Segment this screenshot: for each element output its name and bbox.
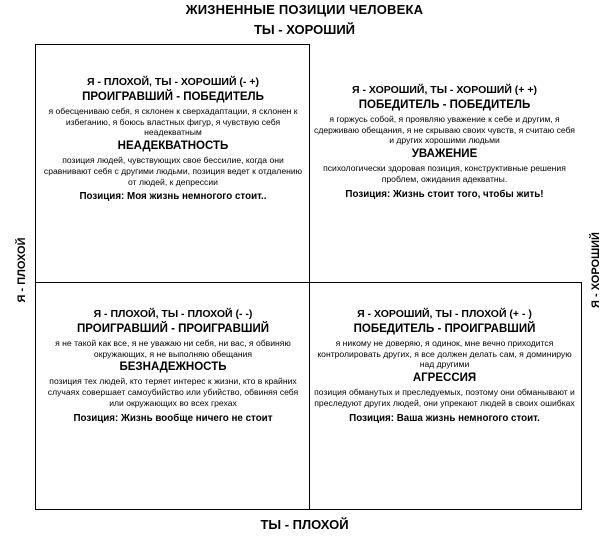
grid-line-vertical-center xyxy=(309,44,310,510)
quadrant-heading: Я - ХОРОШИЙ, ТЫ - ХОРОШИЙ (+ +) xyxy=(352,84,537,96)
quadrant-heading: Я - ХОРОШИЙ, ТЫ - ПЛОХОЙ (+ - ) xyxy=(357,308,532,320)
diagram-title: ЖИЗНЕННЫЕ ПОЗИЦИИ ЧЕЛОВЕКА xyxy=(185,2,424,17)
quadrant-role: ПРОИГРАВШИЙ - ПОБЕДИТЕЛЬ xyxy=(82,91,264,103)
quadrant-heading: Я - ПЛОХОЙ, ТЫ - ХОРОШИЙ (- +) xyxy=(87,76,259,88)
quadrant-description: я горжусь собой, я проявляю уважение к себе и другим, я сдерживаю обещания, я не скрываю своих чувств, я считаю себя и других хорошими людьми xyxy=(314,114,575,146)
grid-line-right xyxy=(581,282,582,510)
quadrant-top-left xyxy=(42,76,304,204)
axis-label-right: Я - ХОРОШИЙ xyxy=(590,232,602,308)
quadrant-keyword: АГРЕССИЯ xyxy=(412,372,477,385)
quadrant-detail: позиция тех людей, кто теряет интерес к жизни, кто в крайних случаях совершает самоубийство или убийство, обвиняя себя или окружающих во всех грехах xyxy=(47,376,299,408)
quadrant-role: ПОБЕДИТЕЛЬ - ПОБЕДИТЕЛЬ xyxy=(358,99,531,111)
axis-label-left: Я - ПЛОХОЙ xyxy=(16,237,28,303)
quadrant-heading: Я - ПЛОХОЙ, ТЫ - ПЛОХОЙ (- -) xyxy=(93,308,253,320)
axis-label-bottom: ТЫ - ПЛОХОЙ xyxy=(260,517,349,532)
quadrant-top-right xyxy=(313,84,576,202)
quadrant-role: ПРОИГРАВШИЙ - ПРОИГРАВШИЙ xyxy=(77,323,269,335)
quadrant-keyword: НЕАДЕКВАТНОСТЬ xyxy=(117,140,229,153)
grid-line-left xyxy=(35,44,36,510)
quadrant-description: я не такой как все, я не уважаю ни себя, ни вас, я обвиняю окружающих, я не выполняю обещания xyxy=(55,338,291,359)
grid-line-top xyxy=(35,44,310,45)
quadrant-bottom-left xyxy=(42,308,304,426)
quadrant-position: Позиция: Ваша жизнь немногого стоит. xyxy=(349,412,540,424)
quadrant-detail: позиция людей, чувствующих свое бессилие, когда они сравнивают себя с другими людьми, позиция ведет к отдалению от людей, к депрессии xyxy=(43,155,303,187)
quadrant-bottom-right xyxy=(313,308,576,426)
quadrant-detail: позиция обманутых и преследуемых, поэтому они обманывают и преследуют других людей, они упрекают людей в своих ошибках xyxy=(314,387,575,408)
quadrant-position: Позиция: Жизнь вообще ничего не стоит xyxy=(73,412,273,424)
quadrant-description: я обесцениваю себя, я склонен к сверхадаптации, я склонен к избеганию, я боюсь властных фигур, я чувствую себя неадекватным xyxy=(48,106,298,138)
quadrant-position: Позиция: Жизнь стоит того, чтобы жить! xyxy=(345,188,544,200)
quadrant-keyword: БЕЗНАДЕЖНОСТЬ xyxy=(119,361,227,374)
quadrant-keyword: УВАЖЕНИЕ xyxy=(411,148,478,161)
grid-line-horizontal-center xyxy=(35,282,582,283)
quadrant-role: ПОБЕДИТЕЛЬ - ПРОИГРАВШИЙ xyxy=(353,323,536,335)
quadrant-position: Позиция: Моя жизнь немногого стоит.. xyxy=(79,191,267,203)
quadrant-detail: психологически здоровая позиция, конструктивные решения проблем, ожидания адекватны. xyxy=(323,163,566,184)
axis-label-top: ТЫ - ХОРОШИЙ xyxy=(253,22,356,37)
quadrant-description: я никому не доверяю, я одинок, мне вечно приходится контролировать других, я все должен делать сам, я доминирую над другими xyxy=(317,338,572,370)
